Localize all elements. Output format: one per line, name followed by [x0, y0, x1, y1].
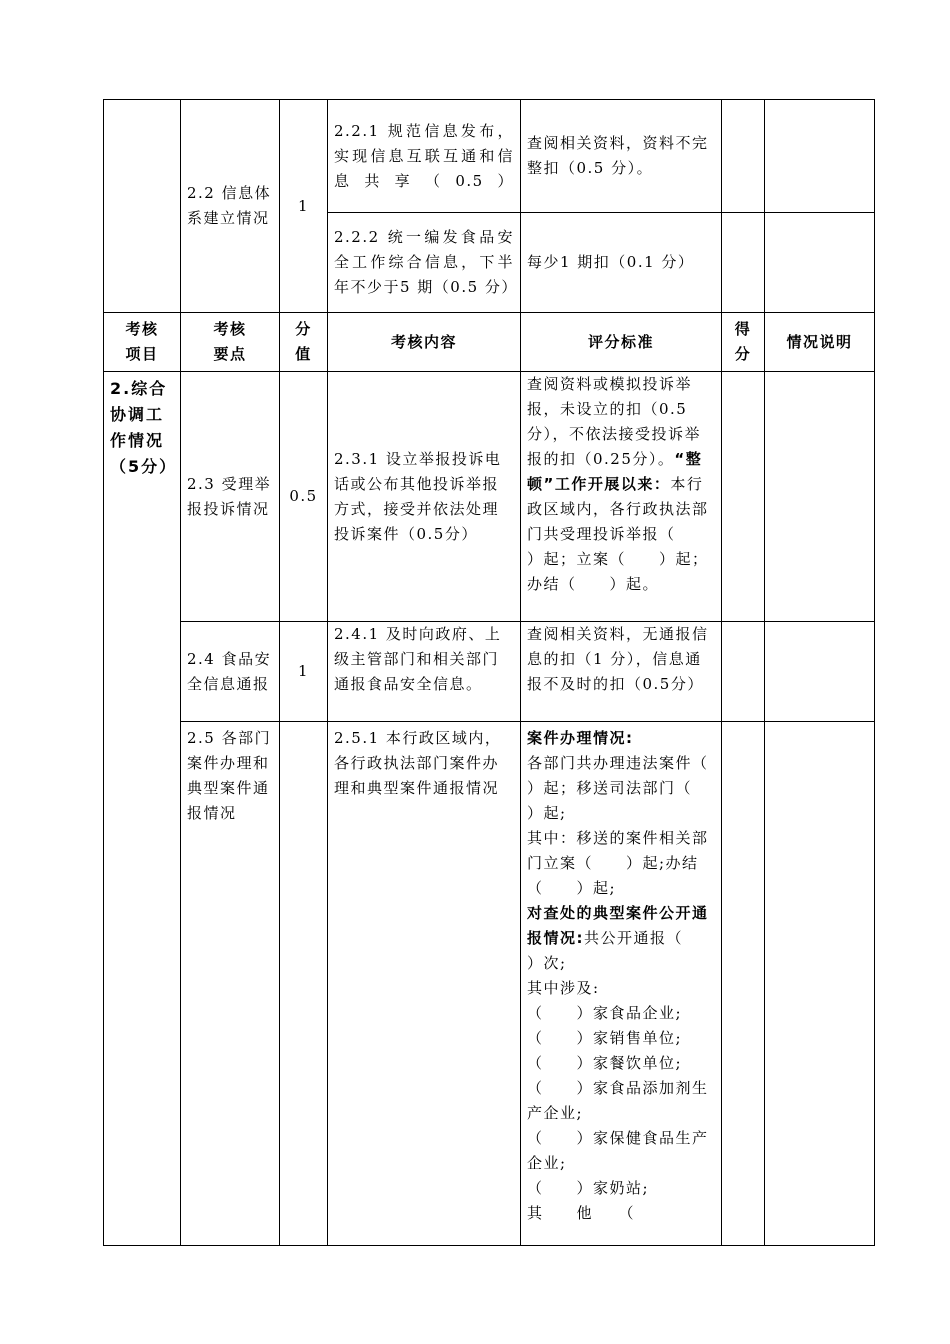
- score-cell-2-5: [280, 722, 328, 1246]
- header-point: 考核 要点: [181, 313, 280, 372]
- content-cell-2-2-1: 2.2.1 规范信息发布，实现信息互联互通和信息共享（0.5）: [328, 100, 521, 213]
- table-row: [104, 372, 875, 622]
- note-cell: [765, 622, 875, 722]
- criteria-cell-2-5-1: [521, 722, 759, 1246]
- criteria-list-item: （ ）家食品企业;: [527, 1004, 683, 1022]
- score-cell-2-2: 1: [280, 100, 328, 313]
- criteria-cell-2-2-2: 每少1 期扣（0.1 分）: [521, 213, 722, 313]
- criteria-text: 共公开通报（ ）次;: [527, 929, 717, 972]
- header-note: 情况说明: [765, 313, 875, 372]
- note-cell: [765, 722, 875, 1246]
- got-cell: [722, 722, 765, 1246]
- got-cell: [722, 100, 765, 213]
- note-cell: [765, 100, 875, 213]
- content-cell-2-3-1: 2.3.1 设立举报投诉电话或公布其他投诉举报方式，接受并依法处理投诉案件（0.5分）: [328, 372, 521, 622]
- header-got: 得 分: [722, 313, 765, 372]
- header-item: 考核 项目: [104, 313, 181, 372]
- score-cell-2-3: 0.5: [280, 372, 328, 622]
- assessment-table: [103, 99, 875, 1246]
- criteria-list-item: 其 他 （: [527, 1204, 636, 1222]
- got-cell: [722, 622, 765, 722]
- criteria-cell-2-3-1: [521, 372, 722, 622]
- content-cell-2-5-1: 2.5.1 本行政区域内，各行政执法部门案件办理和典型案件通报情况: [328, 722, 521, 1246]
- content-cell-2-2-2: 2.2.2 统一编发食品安全工作综合信息，下半年不少于5 期（0.5 分）: [328, 213, 521, 313]
- table-row: [104, 622, 875, 722]
- note-cell: [765, 213, 875, 313]
- header-content: 考核内容: [328, 313, 521, 372]
- criteria-text: 查阅资料或模拟投诉举报，未设立的扣（0.5分），不依法接受投诉举报的扣（0.25分）。: [527, 375, 702, 468]
- criteria-text: 其中：移送的案件相关部门立案（ ）起;办结（ ）起;: [527, 829, 709, 897]
- criteria-list-item: （ ）家销售单位;: [527, 1029, 683, 1047]
- point-cell-2-4: 2.4 食品安全信息通报: [181, 622, 280, 722]
- got-cell: [722, 213, 765, 313]
- note-cell: [765, 372, 875, 622]
- point-cell-2-3: 2.3 受理举报投诉情况: [181, 372, 280, 622]
- got-cell: [722, 372, 765, 622]
- criteria-text: 其中涉及:: [527, 979, 600, 997]
- point-cell-2-2: 2.2 信息体系建立情况: [181, 100, 280, 313]
- point-cell-2-5: 2.5 各部门案件办理和典型案件通报情况: [181, 722, 280, 1246]
- criteria-list-item: （ ）家奶站;: [527, 1179, 650, 1197]
- criteria-list-item: （ ）家餐饮单位;: [527, 1054, 683, 1072]
- criteria-text: 本行政区域内，各行政执法部门共受理投诉举报（ ）起；立案（ ）起；办结（ ）起。: [527, 475, 709, 593]
- table-row: [104, 722, 875, 1246]
- header-row: [104, 313, 875, 372]
- criteria-bold-text: 对查处的典型案件公开通报情况:: [527, 904, 709, 947]
- criteria-list-item: （ ）家食品添加剂生产企业;: [527, 1079, 709, 1122]
- criteria-bold-text: “整顿”工作开展以来：: [527, 450, 703, 493]
- empty-item-cell: [104, 100, 181, 313]
- criteria-cell-2-4-1: 查阅相关资料，无通报信息的扣（1 分），信息通报不及时的扣（0.5分）: [521, 622, 722, 722]
- criteria-heading: 案件办理情况:: [527, 729, 634, 747]
- criteria-text: 各部门共办理违法案件（ ）起；移送司法部门（ ）起;: [527, 754, 759, 822]
- content-cell-2-4-1: 2.4.1 及时向政府、上级主管部门和相关部门通报食品安全信息。: [328, 622, 521, 722]
- header-criteria: 评分标准: [521, 313, 722, 372]
- table-row: [104, 100, 875, 213]
- section-item-title: 2.综合协调工作情况（5分）: [104, 372, 181, 1246]
- criteria-list-item: （ ）家保健食品生产企业;: [527, 1129, 709, 1172]
- score-cell-2-4: 1: [280, 622, 328, 722]
- criteria-cell-2-2-1: 查阅相关资料，资料不完整扣（0.5 分）。: [521, 100, 722, 213]
- header-score: 分 值: [280, 313, 328, 372]
